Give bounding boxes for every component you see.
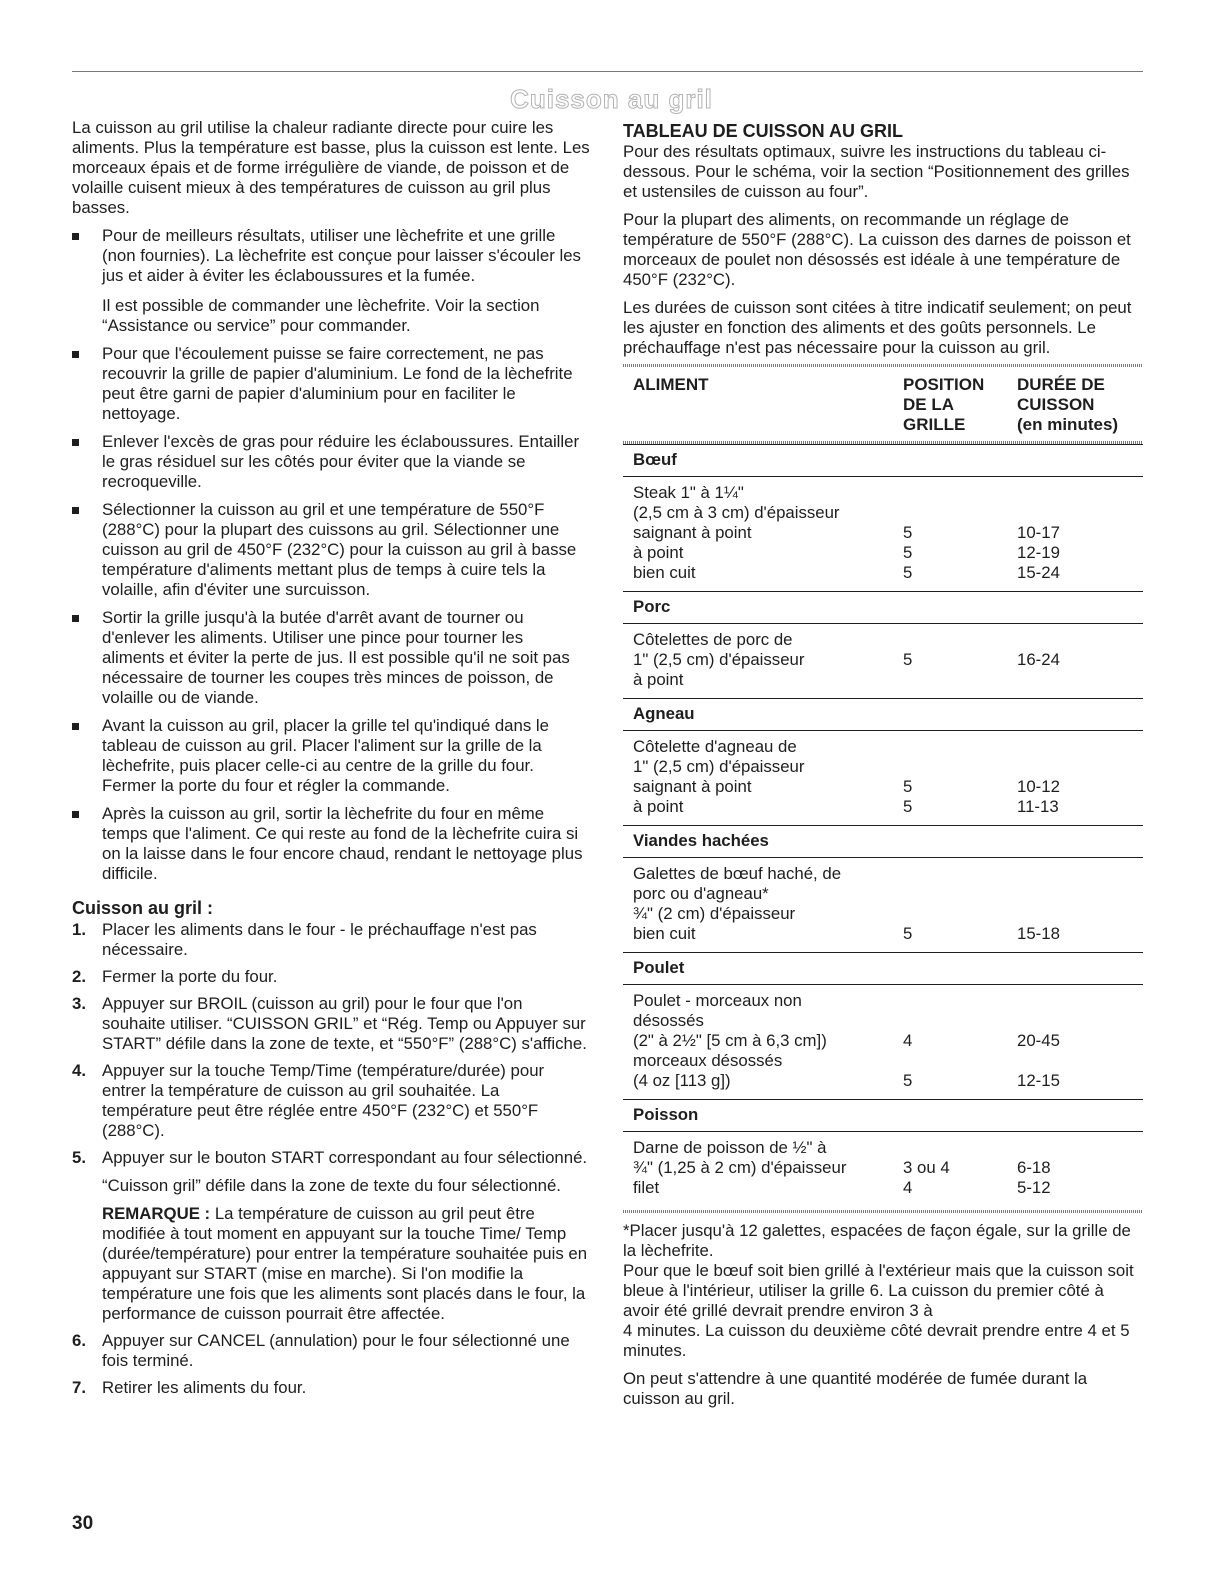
table-row xyxy=(633,924,1133,944)
table-row xyxy=(633,483,1133,503)
cell-duration xyxy=(1017,1011,1133,1031)
step-item xyxy=(72,1331,590,1371)
table-row xyxy=(633,737,1133,757)
step-number: 2. xyxy=(72,967,86,986)
cell-aliment: filet xyxy=(633,1178,660,1197)
cell-aliment: à point xyxy=(633,543,684,562)
table-row xyxy=(633,1071,1133,1091)
footnote-text: *Placer jusqu'à 12 galettes, espacées de façon égale, sur la grille de la lèchefrite. Pour que le bœuf soit bien grillé à l'extérieur mais que la cuisson soit bleue à l'intérieur, utiliser la grille 6. La cuisson du premier côté à avoir été grillé devrait prendre environ 3 à 4 minutes. La cuisson du deuxième côté devrait prendre entre 4 et 5 minutes. xyxy=(623,1221,1134,1360)
tip-text: Après la cuisson au gril, sortir la lèchefrite du four en même temps que l'aliment. Ce qui reste au fond de la lèchefrite cuira si on la laisse dans le four encore chaud, rendant le nettoyage plus difficile. xyxy=(102,804,583,883)
cell-position xyxy=(903,864,1017,884)
page-title: Cuisson au gril xyxy=(510,84,713,114)
step-item xyxy=(72,1061,590,1141)
cell-position: 5 xyxy=(903,1071,913,1090)
cell-position: 5 xyxy=(903,777,913,796)
category-header: Viandes hachées xyxy=(623,825,1143,858)
cell-duration xyxy=(1017,737,1133,757)
category-rows xyxy=(623,858,1143,952)
category-rows xyxy=(623,1132,1143,1206)
table-row xyxy=(633,523,1133,543)
category-header: Agneau xyxy=(623,698,1143,731)
cell-aliment: saignant à point xyxy=(633,523,752,542)
table-row xyxy=(633,670,1133,690)
cell-position: 5 xyxy=(903,924,913,943)
cell-aliment: bien cuit xyxy=(633,924,696,943)
step-text: Appuyer sur la touche Temp/Time (température/durée) pour entrer la température de cuisson au gril souhaitée. La température peut être réglée entre 450°F (232°C) et 550°F (288°C). xyxy=(102,1061,545,1140)
right-paragraph: Les durées de cuisson sont citées à titre indicatif seulement; on peut les ajuster en fonction des aliments et des goûts personnels. Le préchauffage n'est pas nécessaire pour la cuisson au gril. xyxy=(623,298,1132,357)
note-label: REMARQUE : xyxy=(102,1204,211,1223)
cell-duration xyxy=(1017,670,1133,690)
cell-duration: 16-24 xyxy=(1017,650,1060,669)
step-text: Placer les aliments dans le four - le préchauffage n'est pas nécessaire. xyxy=(102,920,537,959)
cell-aliment: désossés xyxy=(633,1011,704,1030)
tip-item xyxy=(72,226,590,336)
cell-duration: 12-15 xyxy=(1017,1071,1060,1090)
cell-aliment: (2" à 2½" [5 cm à 6,3 cm]) xyxy=(633,1031,827,1050)
cell-aliment: à point xyxy=(633,797,684,816)
category-header: Porc xyxy=(623,591,1143,624)
cell-position: 5 xyxy=(903,543,913,562)
cell-duration: 11-13 xyxy=(1017,797,1059,816)
cell-aliment: bien cuit xyxy=(633,563,696,582)
table-row xyxy=(633,864,1133,884)
tips-list xyxy=(72,226,590,884)
step-number: 6. xyxy=(72,1331,86,1350)
cell-position xyxy=(903,737,1017,757)
cell-duration: 20-45 xyxy=(1017,1031,1060,1050)
cell-aliment: porc ou d'agneau* xyxy=(633,884,769,903)
table-row xyxy=(633,797,1133,817)
right-column xyxy=(623,118,1143,1417)
cell-position xyxy=(903,1138,1017,1158)
cell-aliment: ¾" (1,25 à 2 cm) d'épaisseur xyxy=(633,1158,847,1177)
cell-position xyxy=(903,904,1017,924)
cell-position xyxy=(903,991,1017,1011)
step-item xyxy=(72,967,590,987)
steps-heading: Cuisson au gril : xyxy=(72,898,214,918)
table-body xyxy=(623,444,1143,1206)
tip-item xyxy=(72,716,590,796)
cell-aliment: Côtelette d'agneau de xyxy=(633,737,797,756)
step-subtext: “Cuisson gril” défile dans la zone de texte du four sélectionné. xyxy=(102,1176,561,1195)
cell-position xyxy=(903,757,1017,777)
step-number: 5. xyxy=(72,1148,86,1167)
header-duration-line: (en minutes) xyxy=(1017,415,1119,434)
table-row xyxy=(633,1011,1133,1031)
header-position-line: GRILLE xyxy=(903,415,966,434)
cell-aliment: 1" (2,5 cm) d'épaisseur xyxy=(633,757,805,776)
cell-aliment: 1" (2,5 cm) d'épaisseur xyxy=(633,650,805,669)
cell-aliment: Steak 1" à 1¼" xyxy=(633,483,744,502)
table-row xyxy=(633,757,1133,777)
cell-position xyxy=(903,884,1017,904)
cell-duration xyxy=(1017,1051,1133,1071)
table-row xyxy=(633,563,1133,583)
header-aliment: ALIMENT xyxy=(633,375,709,394)
step-text: Appuyer sur CANCEL (annulation) pour le four sélectionné une fois terminé. xyxy=(102,1331,570,1370)
right-paragraph: Pour la plupart des aliments, on recommande un réglage de température de 550°F (288°C). La cuisson des darnes de poisson et morceaux de poulet non désossés est idéale à une température de 450°F (232°C). xyxy=(623,210,1131,289)
table-section-heading: TABLEAU DE CUISSON AU GRIL xyxy=(623,121,904,141)
table-row xyxy=(633,1031,1133,1051)
step-number: 3. xyxy=(72,994,86,1013)
top-rule xyxy=(72,71,1143,72)
header-duration-line: CUISSON xyxy=(1017,395,1095,414)
header-position-line: POSITION xyxy=(903,375,985,394)
cell-duration xyxy=(1017,1138,1133,1158)
table-row xyxy=(633,904,1133,924)
footnote xyxy=(623,1221,1143,1409)
step-item xyxy=(72,994,590,1054)
tip-text: Enlever l'excès de gras pour réduire les éclaboussures. Entailler le gras résiduel sur les côtés pour éviter que la viande se recroqueville. xyxy=(102,432,580,491)
table-row xyxy=(633,1158,1133,1178)
page-number: 30 xyxy=(72,1513,94,1534)
cell-duration xyxy=(1017,503,1133,523)
tip-item xyxy=(72,608,590,708)
table-row xyxy=(633,1138,1133,1158)
tip-item xyxy=(72,500,590,600)
table-bottom-rule xyxy=(623,1210,1143,1213)
left-column xyxy=(72,118,590,1405)
tip-text: Pour que l'écoulement puisse se faire correctement, ne pas recouvrir la grille de papier d'aluminium. Le fond de la lèchefrite peut être garni de papier d'aluminium pour en faciliter le nettoyage. xyxy=(102,344,573,423)
table-row xyxy=(633,777,1133,797)
cell-duration xyxy=(1017,904,1133,924)
cell-aliment: (4 oz [113 g]) xyxy=(633,1071,731,1090)
tip-text: Avant la cuisson au gril, placer la grille tel qu'indiqué dans le tableau de cuisson au gril. Placer l'aliment sur la grille de la lèchefrite, puis placer celle-ci au centre de la grille du four. Fermer la porte du four et régler la commande. xyxy=(102,716,549,795)
step-item xyxy=(72,1378,590,1398)
cell-aliment: Poulet - morceaux non xyxy=(633,991,802,1010)
tip-subtext: Il est possible de commander une lèchefrite. Voir la section “Assistance ou service” pour commander. xyxy=(102,296,540,335)
step-number: 1. xyxy=(72,920,86,939)
intro-paragraph: La cuisson au gril utilise la chaleur radiante directe pour cuire les aliments. Plus la température est basse, plus la cuisson est lente. Les morceaux épais et de forme irrégulière de viande, de poisson et de volaille cuisent mieux à des températures de cuisson au gril plus basses. xyxy=(72,118,590,217)
right-paragraph: Pour des résultats optimaux, suivre les instructions du tableau ci-dessous. Pour le schéma, voir la section “Positionnement des grilles et ustensiles de cuisson au four”. xyxy=(623,142,1130,201)
step-number: 4. xyxy=(72,1061,86,1080)
cell-position: 5 xyxy=(903,523,913,542)
cell-position xyxy=(903,630,1017,650)
cell-aliment: à point xyxy=(633,670,684,689)
step-text: Appuyer sur BROIL (cuisson au gril) pour le four que l'on souhaite utiliser. “CUISSON GRIL” et “Rég. Temp ou Appuyer sur START” défile dans la zone de texte, et “550°F” (288°C) s'affiche. xyxy=(102,994,587,1053)
category-rows xyxy=(623,985,1143,1099)
table-row xyxy=(633,543,1133,563)
cell-position xyxy=(903,503,1017,523)
category-header: Bœuf xyxy=(623,444,1143,477)
cell-aliment: ¾" (2 cm) d'épaisseur xyxy=(633,904,796,923)
step-item xyxy=(72,1148,590,1324)
cell-position: 5 xyxy=(903,797,913,816)
tip-text: Pour de meilleurs résultats, utiliser une lèchefrite et une grille (non fournies). La lèchefrite est conçue pour laisser s'écouler les jus et aider à éviter les éclaboussures et la fumée. xyxy=(102,226,581,285)
note-text: La température de cuisson au gril peut être modifiée à tout moment en appuyant sur la touche Time/ Temp (durée/température) pour entrer la température souhaitée puis en appuyant sur START (mise en marche). Si l'on modifie la température une fois que les aliments sont placés dans le four, la performance de cuisson pourrait être affectée. xyxy=(102,1204,588,1323)
header-duration xyxy=(1017,375,1133,435)
step-text: Appuyer sur le bouton START correspondant au four sélectionné. xyxy=(102,1148,588,1167)
cell-position xyxy=(903,1011,1017,1031)
cell-duration: 5-12 xyxy=(1017,1178,1051,1197)
cell-position: 3 ou 4 xyxy=(903,1158,950,1177)
tip-text: Sélectionner la cuisson au gril et une température de 550°F (288°C) pour la plupart des cuissons au gril. Sélectionner une cuisson au gril de 450°F (232°C) pour la cuisson au gril à basse température d'aliments mettant plus de temps à cuire tels la volaille, afin d'éviter une surcuisson. xyxy=(102,500,577,599)
header-position-line: DE LA xyxy=(903,395,954,414)
cell-duration: 15-18 xyxy=(1017,924,1060,943)
cell-position xyxy=(903,483,1017,503)
cell-position xyxy=(903,1051,1017,1071)
category-header: Poulet xyxy=(623,952,1143,985)
table-header xyxy=(623,367,1143,441)
cell-duration: 15-24 xyxy=(1017,563,1060,582)
category-rows xyxy=(623,624,1143,698)
cell-position: 4 xyxy=(903,1178,913,1197)
cell-aliment: Côtelettes de porc de xyxy=(633,630,793,649)
cell-duration: 10-12 xyxy=(1017,777,1060,796)
cell-duration: 12-19 xyxy=(1017,543,1060,562)
step-note xyxy=(102,1204,590,1324)
cell-aliment: saignant à point xyxy=(633,777,752,796)
steps-list xyxy=(72,920,590,1398)
cell-aliment: Galettes de bœuf haché, de xyxy=(633,864,842,883)
cell-duration xyxy=(1017,991,1133,1011)
cell-duration: 10-17 xyxy=(1017,523,1060,542)
category-header: Poisson xyxy=(623,1099,1143,1132)
cell-aliment: Darne de poisson de ½" à xyxy=(633,1138,827,1157)
cell-aliment: morceaux désossés xyxy=(633,1051,783,1070)
cell-aliment: (2,5 cm à 3 cm) d'épaisseur xyxy=(633,503,840,522)
footnote-text: On peut s'attendre à une quantité modérée de fumée durant la cuisson au gril. xyxy=(623,1369,1088,1408)
header-duration-line: DURÉE DE xyxy=(1017,375,1105,394)
cell-position: 5 xyxy=(903,650,913,669)
cell-position xyxy=(903,670,1017,690)
cell-position: 5 xyxy=(903,563,913,582)
tip-text: Sortir la grille jusqu'à la butée d'arrêt avant de tourner ou d'enlever les aliments. Utiliser une pince pour tourner les aliments et éviter la perte de jus. Il est possible qu'il ne soit pas nécessaire de tourner les coupes très minces de poisson, de volaille ou de viande. xyxy=(102,608,570,707)
cell-duration xyxy=(1017,864,1133,884)
step-text: Fermer la porte du four. xyxy=(102,967,278,986)
category-rows xyxy=(623,477,1143,591)
table-row xyxy=(633,650,1133,670)
header-position xyxy=(903,375,1017,435)
broil-table xyxy=(623,364,1143,1213)
cell-position: 4 xyxy=(903,1031,913,1050)
table-row xyxy=(633,630,1133,650)
cell-duration xyxy=(1017,483,1133,503)
table-row xyxy=(633,884,1133,904)
tip-item xyxy=(72,804,590,884)
tip-item xyxy=(72,432,590,492)
cell-duration xyxy=(1017,630,1133,650)
table-row xyxy=(633,1178,1133,1198)
cell-duration xyxy=(1017,884,1133,904)
step-item xyxy=(72,920,590,960)
cell-duration xyxy=(1017,757,1133,777)
table-row xyxy=(633,503,1133,523)
tip-item xyxy=(72,344,590,424)
cell-duration: 6-18 xyxy=(1017,1158,1051,1177)
step-number: 7. xyxy=(72,1378,86,1397)
category-rows xyxy=(623,731,1143,825)
table-row xyxy=(633,1051,1133,1071)
table-row xyxy=(633,991,1133,1011)
step-text: Retirer les aliments du four. xyxy=(102,1378,307,1397)
